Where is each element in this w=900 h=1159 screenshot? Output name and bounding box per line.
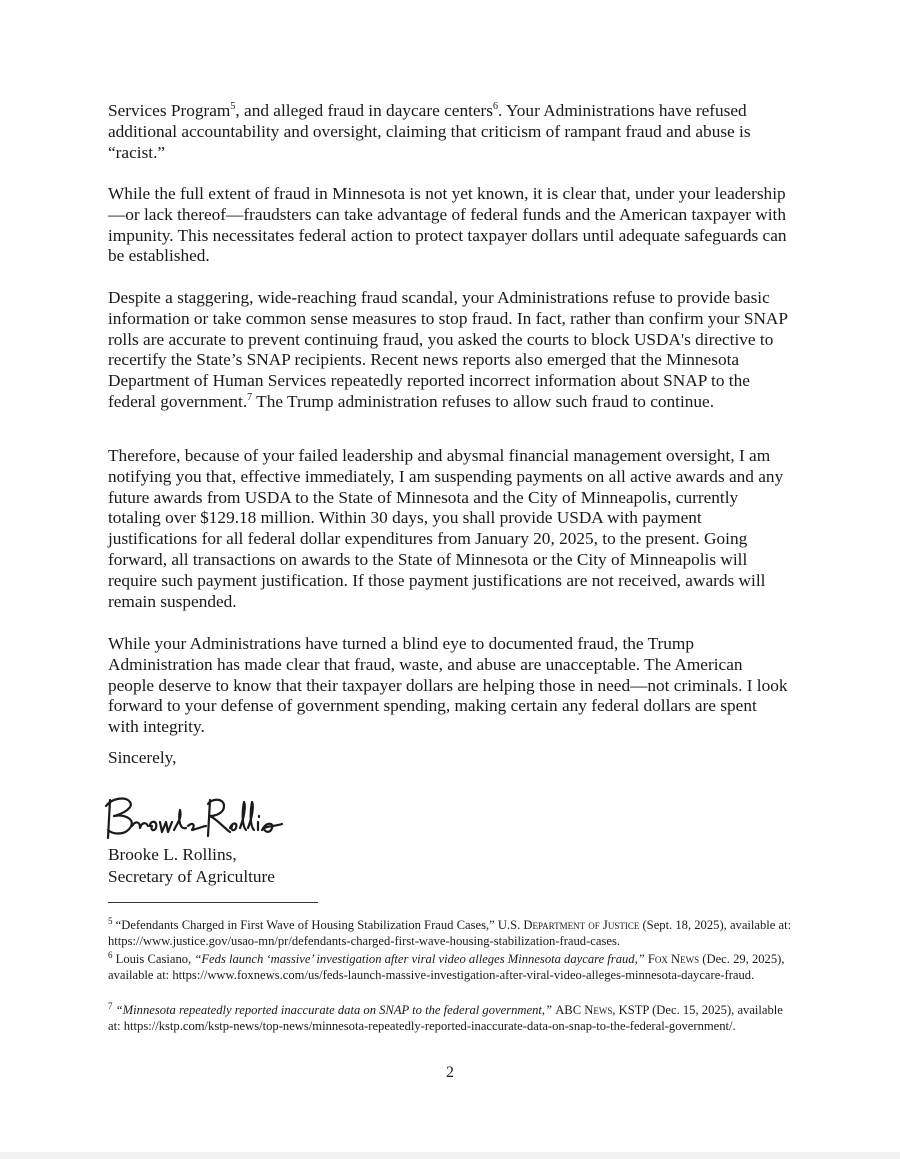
footnote-6-mark: 6	[108, 949, 113, 960]
paragraph-3	[108, 288, 790, 413]
closing: Sincerely,	[108, 748, 177, 767]
signer-name: Brooke L. Rollins,	[108, 845, 237, 864]
footnote-divider	[108, 902, 318, 903]
footnote-7-title: “Minnesota repeatedly reported inaccurate data on SNAP to the federal government,”	[112, 1003, 553, 1017]
footnote-5-source: Department of Justice	[523, 918, 640, 932]
footnote-5-mark: 5	[108, 915, 113, 926]
handwritten-signature-icon	[96, 792, 286, 852]
paragraph-3-text-a: Despite a staggering, wide-reaching fraud scandal, your Administrations refuse to provide basic information or take common sense measures to stop fraud. In fact, rather than confirm your SNAP rolls are accurate to prevent continuing fraud, you asked the courts to block USDA's directive to recertify the State’s SNAP recipients. Recent news reports also emerged that the Minnesota Department of Human Services repeatedly reported incorrect information about SNAP to the federal government.	[108, 288, 788, 411]
footnote-7-mark: 7	[108, 1000, 113, 1011]
footnote-ref-7[interactable]: 7	[247, 392, 253, 404]
footnote-7	[108, 1002, 798, 1034]
footnote-ref-6[interactable]: 6	[493, 101, 499, 113]
footnote-7-rest[interactable]: , KSTP (Dec. 15, 2025), available at: https://kstp.com/kstp-news/top-news/minnesota-repeatedly-reported-inaccurate-data-on-snap-to-the-federal-government/.	[108, 1003, 783, 1033]
page-number: 2	[446, 1064, 454, 1081]
footnote-6	[108, 951, 798, 983]
footnote-5-rest[interactable]: (Sept. 18, 2025), available at: https://www.justice.gov/usao-mn/pr/defendants-charged-first-wave-housing-stabilization-fraud-cases.	[108, 918, 792, 948]
footnote-6-title: “Feds launch ‘massive’ investigation after viral video alleges Minnesota daycare fraud,”	[194, 952, 645, 966]
footnote-6-lead: Louis Casiano,	[112, 952, 195, 966]
paragraph-2: While the full extent of fraud in Minnesota is not yet known, it is clear that, under your leadership—or lack thereof—fraudsters can take advantage of federal funds and the American taxpayer with impunity. This necessitates federal action to protect taxpayer dollars until adequate safeguards can be established.	[108, 184, 787, 266]
page-bottom-edge	[0, 1152, 900, 1159]
paragraph-1-text-c: . Your Administrations have refused additional accountability and oversight, claiming that criticism of rampant fraud and abuse is “racist.”	[108, 101, 751, 162]
paragraph-5: While your Administrations have turned a blind eye to documented fraud, the Trump Administration has made clear that fraud, waste, and abuse are unacceptable. The American people deserve to know that their taxpayer dollars are helping those in need—not criminals. I look forward to your defense of government spending, making certain any federal dollars are spent with integrity.	[108, 634, 788, 737]
paragraph-1-text-b: , and alleged fraud in daycare centers	[235, 101, 494, 120]
paragraph-1	[108, 101, 790, 163]
footnote-5-lead: “Defendants Charged in First Wave of Housing Stabilization Fraud Cases,” U.S.	[112, 918, 524, 932]
footnote-ref-5[interactable]: 5	[230, 101, 236, 113]
signer-title: Secretary of Agriculture	[108, 867, 275, 886]
paragraph-4: Therefore, because of your failed leadership and abysmal financial management oversight, I am notifying you that, effective immediately, I am suspending payments on all active awards and any future awards from USDA to the State of Minnesota and the City of Minneapolis, currently totaling over $129.18 million. Within 30 days, you shall provide USDA with payment justifications for all federal dollar expenditures from January 20, 2025, to the present. Going forward, all transactions on awards to the State of Minnesota or the City of Minneapolis will require such payment justification. If those payment justifications are not received, awards will remain suspended.	[108, 446, 784, 611]
footnote-6-source: Fox News	[647, 952, 700, 966]
footnote-6-rest[interactable]: (Dec. 29, 2025), available at: https://www.foxnews.com/us/feds-launch-massive-investigation-after-viral-video-alleges-minnesota-daycare-fraud.	[108, 952, 785, 982]
paragraph-1-text-a: Services Program	[108, 101, 231, 120]
paragraph-3-text-b: The Trump administration refuses to allow such fraud to continue.	[252, 391, 715, 411]
footnote-7-source: ABC News	[555, 1003, 613, 1017]
footnote-5	[108, 917, 798, 949]
